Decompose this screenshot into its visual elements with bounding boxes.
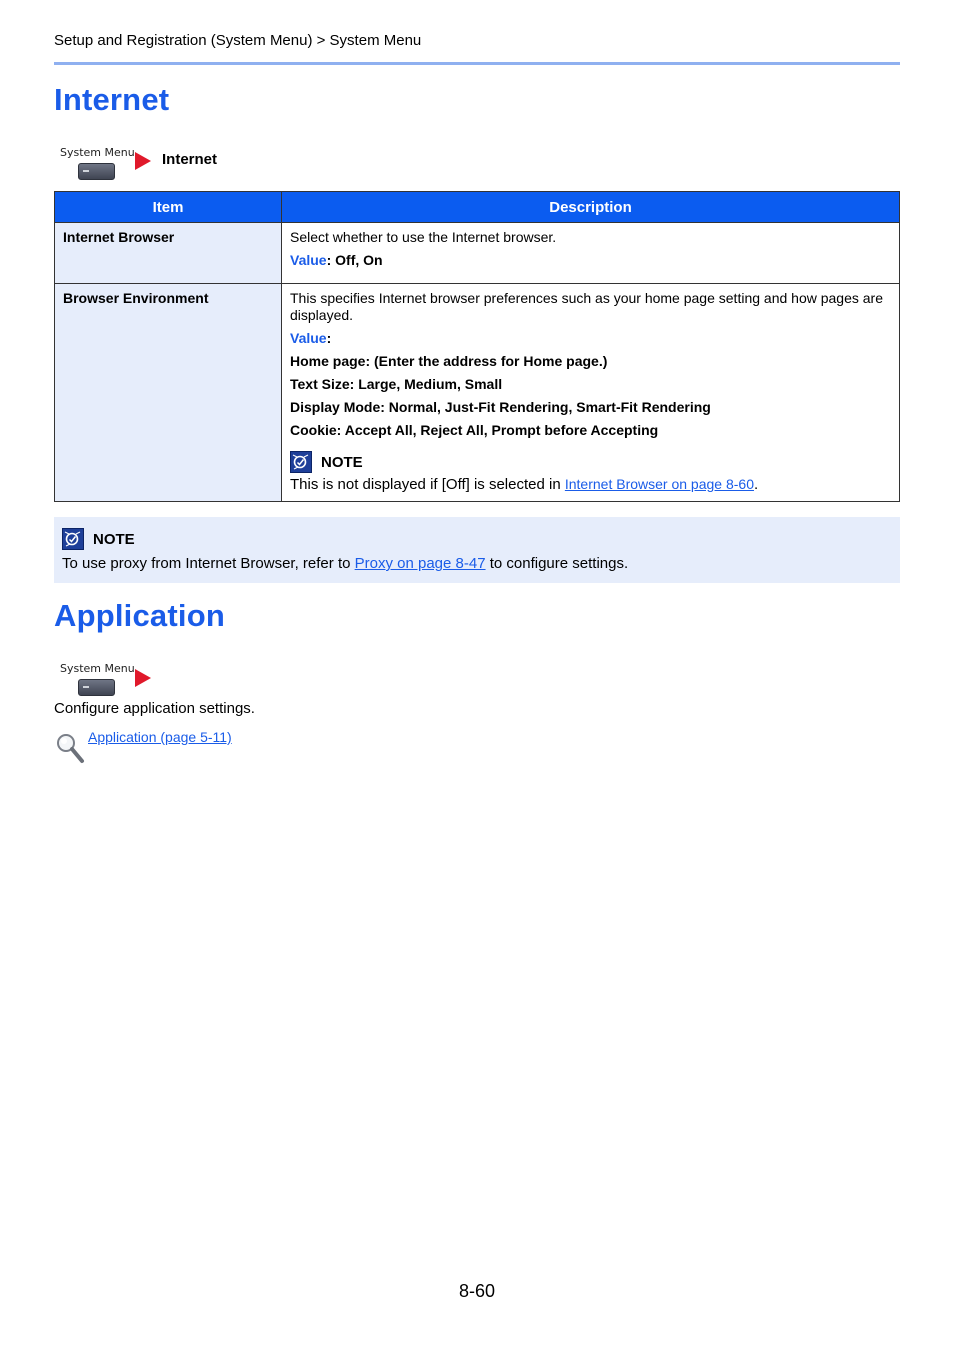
- description-text: Select whether to use the Internet browser.: [290, 229, 557, 245]
- description-internet-browser: [282, 223, 900, 284]
- internet-heading: Internet: [54, 82, 170, 117]
- note-icon: [290, 451, 312, 473]
- item-internet-browser: Internet Browser: [55, 223, 282, 284]
- table-row: [55, 284, 900, 502]
- description-browser-environment: [282, 284, 900, 502]
- system-menu-label: System Menu: [60, 662, 135, 675]
- table-note-text: [290, 476, 891, 493]
- value-text: : Off, On: [326, 252, 383, 268]
- system-menu-key-icon: [54, 146, 135, 182]
- note-title: NOTE: [321, 453, 363, 471]
- option-home-page: Home page: (Enter the address for Home page.): [290, 353, 608, 369]
- table-note-header: [290, 451, 891, 473]
- value-line: [290, 252, 891, 269]
- value-line: [290, 330, 891, 347]
- page-number: 8-60: [458, 1281, 496, 1301]
- menu-path-internet: Internet: [162, 151, 218, 168]
- magnifier-icon: [55, 732, 85, 769]
- application-heading: Application: [54, 598, 225, 633]
- system-menu-button-icon: [78, 163, 115, 180]
- note-icon: [62, 528, 84, 550]
- system-menu-button-icon: [78, 679, 115, 696]
- application-description: Configure application settings.: [54, 700, 255, 717]
- option-text-size: Text Size: Large, Medium, Small: [290, 376, 503, 392]
- application-page-link[interactable]: Application (page 5-11): [88, 729, 232, 745]
- red-arrow-icon: [135, 152, 151, 170]
- red-arrow-icon: [135, 669, 151, 687]
- note-text-before: This is not displayed if [Off] is selected in: [290, 476, 565, 493]
- item-browser-environment: Browser Environment: [55, 284, 282, 502]
- column-header-item: Item: [55, 192, 282, 223]
- note-text-after: to configure settings.: [485, 555, 629, 572]
- option-display-mode: Display Mode: Normal, Just-Fit Rendering, Smart-Fit Rendering: [290, 399, 711, 415]
- description-text: This specifies Internet browser preferences such as your home page setting and how pages are displayed.: [290, 290, 883, 323]
- header-divider: [54, 62, 900, 65]
- value-label: Value: [290, 330, 327, 346]
- internet-browser-page-link[interactable]: Internet Browser on page 8-60: [564, 476, 754, 492]
- option-cookie: Cookie: Accept All, Reject All, Prompt before Accepting: [290, 422, 659, 438]
- system-menu-label: System Menu: [60, 146, 135, 159]
- breadcrumb: Setup and Registration (System Menu) > System Menu: [54, 32, 422, 49]
- table-header-row: [55, 192, 900, 223]
- value-label: Value: [290, 252, 327, 268]
- table-row: [55, 223, 900, 284]
- system-menu-key-icon: [54, 662, 135, 698]
- note-title: NOTE: [93, 530, 135, 548]
- proxy-note-box: [54, 517, 900, 583]
- note-text-after: .: [753, 476, 759, 493]
- note-text-before: To use proxy from Internet Browser, refer to: [62, 555, 355, 572]
- proxy-note-header: [62, 528, 135, 550]
- value-text: :: [326, 330, 332, 346]
- column-header-description: Description: [282, 192, 900, 223]
- proxy-note-text: [62, 555, 628, 572]
- internet-settings-table: [54, 191, 900, 502]
- proxy-page-link[interactable]: Proxy on page 8-47: [354, 555, 486, 572]
